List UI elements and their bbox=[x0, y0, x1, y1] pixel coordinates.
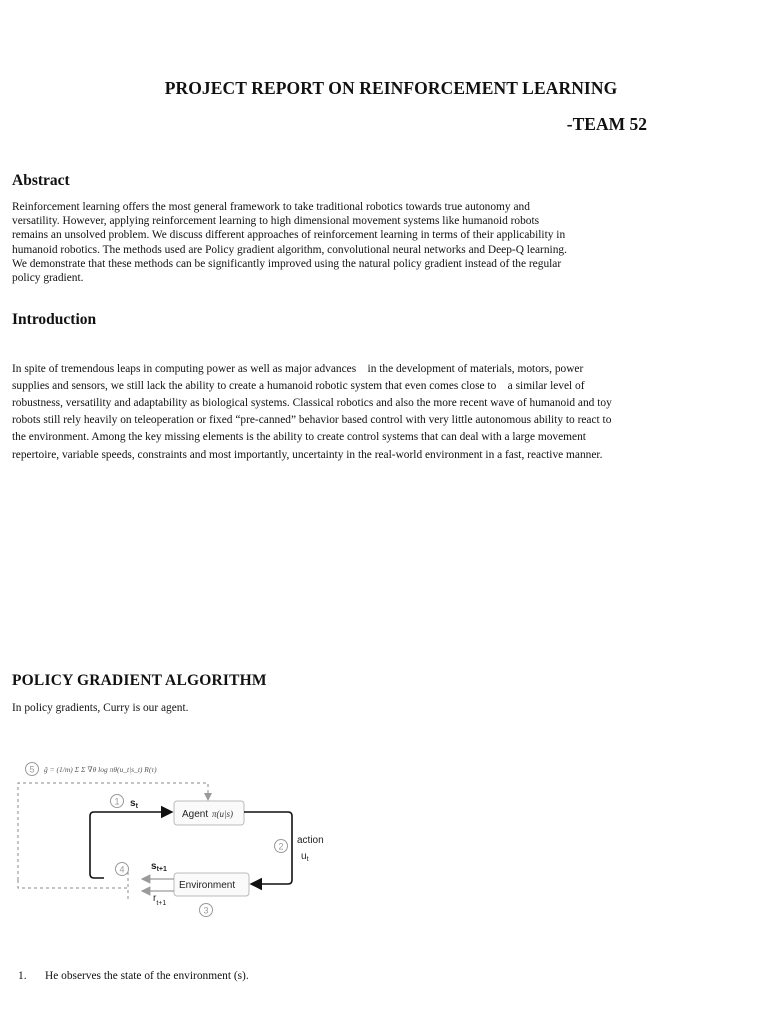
update-feedback-line-lower bbox=[18, 880, 128, 888]
update-feedback-line bbox=[18, 783, 208, 880]
gradient-formula: ĝ = (1/m) Σ Σ ∇θ log πθ(u_t|s_t) R(τ) bbox=[44, 765, 157, 774]
step-3-marker bbox=[200, 904, 213, 917]
policy-label: π(u|s) bbox=[212, 809, 233, 819]
list-item bbox=[18, 970, 249, 982]
next-state-label: $s_{t+1}$ bbox=[151, 861, 167, 873]
step-1-marker bbox=[111, 795, 124, 808]
abstract-line: remains an unsolved problem. We discuss different approaches of reinforcement learning in terms of their applicability in bbox=[12, 229, 566, 242]
svg-text:4: 4 bbox=[119, 864, 125, 875]
introduction-line: repertoire, variable speeds, constraints and most importantly, uncertainty in the real-world environment in a fast, reactive manner. bbox=[12, 448, 603, 461]
policy-gradient-intro: In policy gradients, Curry is our agent. bbox=[12, 702, 189, 714]
introduction-line: the environment. Among the key missing elements is the ability to create control systems that can deal with a large movement bbox=[12, 431, 586, 444]
list-item-number: 1. bbox=[18, 970, 27, 982]
abstract-paragraph bbox=[12, 200, 647, 285]
step-2-marker bbox=[275, 840, 288, 853]
page-title: PROJECT REPORT ON REINFORCEMENT LEARNING bbox=[164, 78, 618, 98]
policy-gradient-heading: POLICY GRADIENT ALGORITHM bbox=[12, 672, 267, 689]
action-label: action bbox=[297, 835, 324, 846]
step-5-marker bbox=[26, 763, 39, 776]
svg-text:3: 3 bbox=[203, 905, 209, 916]
introduction-heading: Introduction bbox=[12, 311, 97, 328]
svg-text:2: 2 bbox=[278, 841, 284, 852]
environment-box bbox=[174, 873, 249, 896]
action-variable: $u_t$ bbox=[301, 851, 309, 863]
reward-label: $r_{t+1}$ bbox=[153, 893, 167, 907]
introduction-line: supplies and sensors, we still lack the ability to create a humanoid robotic system that even comes close to a similar level of bbox=[12, 380, 585, 393]
abstract-line: humanoid robotics. The methods used are Policy gradient algorithm, convolutional neural networks and Deep-Q learning. bbox=[12, 243, 567, 256]
introduction-paragraph bbox=[12, 344, 702, 464]
list-item-text: He observes the state of the environment (s). bbox=[45, 970, 249, 982]
policy-gradient-diagram bbox=[8, 752, 338, 927]
state-label: $s_t$ bbox=[130, 798, 138, 810]
step-4-marker bbox=[116, 863, 129, 876]
abstract-heading: Abstract bbox=[12, 172, 70, 189]
introduction-line: robots still rely heavily on teleoperation or fixed “pre-canned” behavior based control with very little autonomous ability to react to bbox=[12, 414, 612, 427]
team-label: -TEAM 52 bbox=[566, 114, 647, 134]
environment-label: Environment bbox=[179, 880, 236, 891]
introduction-line: In spite of tremendous leaps in computing power as well as major advances in the development of materials, motors, power bbox=[12, 363, 584, 376]
action-arrow bbox=[244, 812, 292, 884]
abstract-line: policy gradient. bbox=[12, 272, 84, 285]
abstract-line: versatility. However, applying reinforcement learning to high dimensional movement systems like humanoid robots bbox=[12, 215, 540, 228]
introduction-line: robustness, versatility and adaptability as biological systems. Classical robotics and also the more recent wave of humanoid and toy bbox=[12, 397, 612, 410]
svg-text:1: 1 bbox=[114, 796, 120, 807]
svg-text:5: 5 bbox=[29, 764, 35, 775]
abstract-line: We demonstrate that these methods can be significantly improved using the natural policy gradient instead of the regular bbox=[12, 257, 562, 270]
abstract-line: Reinforcement learning offers the most general framework to take traditional robotics towards true autonomy and bbox=[12, 201, 530, 213]
agent-label: Agent bbox=[182, 809, 209, 820]
agent-box bbox=[174, 801, 244, 825]
